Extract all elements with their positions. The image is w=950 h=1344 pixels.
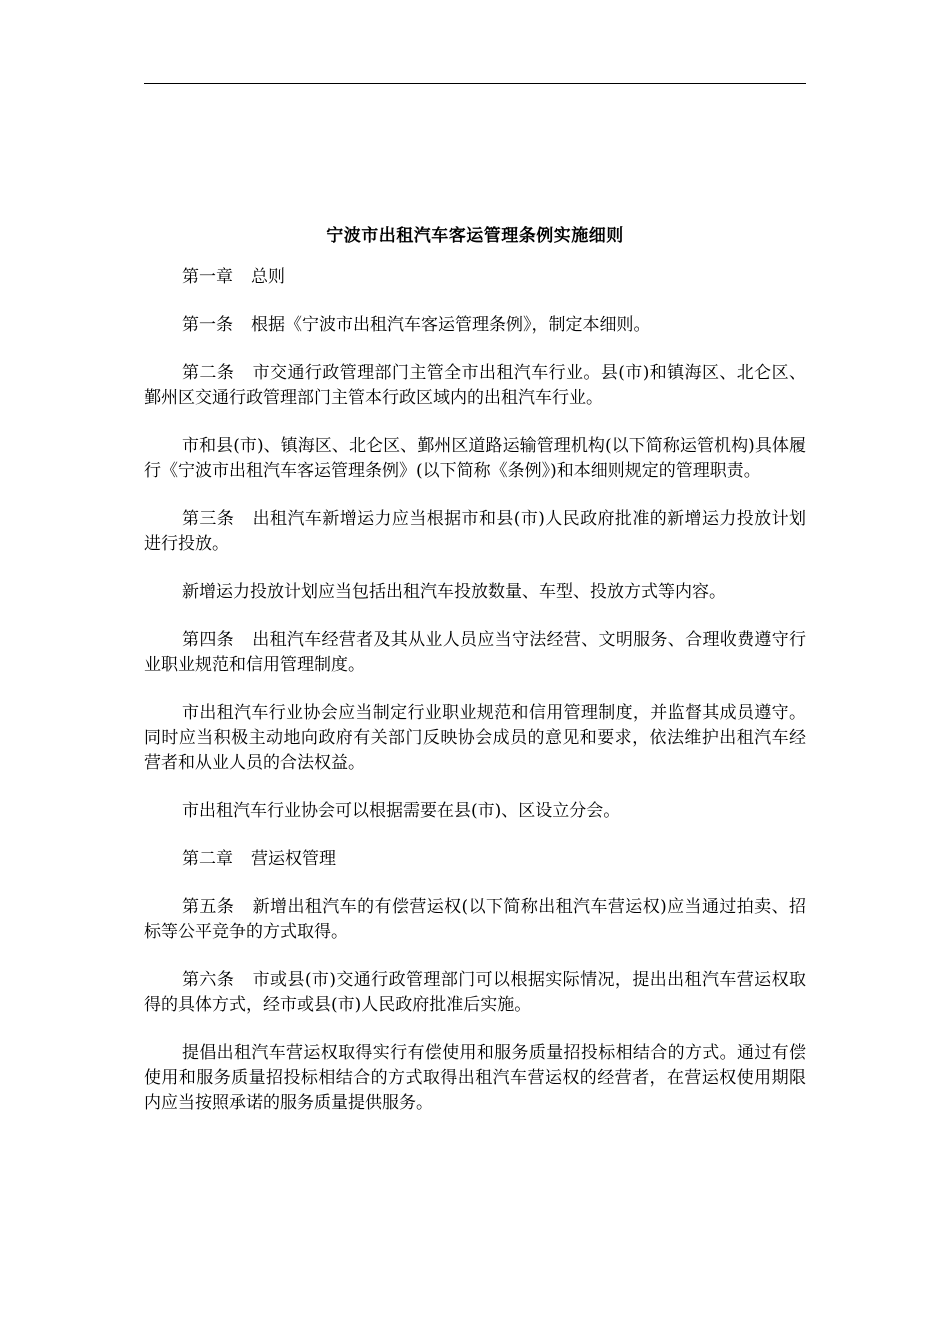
chapter-number: 第一章 (182, 267, 233, 287)
article-number: 第三条 (182, 509, 235, 529)
chapter-title: 营运权管理 (251, 849, 336, 869)
chapter-heading (144, 265, 806, 290)
continuation-paragraph (144, 1041, 806, 1116)
paragraph-text: 市和县(市)、镇海区、北仑区、鄞州区道路运输管理机构(以下简称运管机构)具体履行《宁波市出租汽车客运管理条例》(以下简称《条例》)和本细则规定的管理职责。 (144, 436, 806, 481)
article-text: 出租汽车新增运力应当根据市和县(市)人民政府批准的新增运力投放计划进行投放。 (144, 509, 807, 554)
article-text: 根据《宁波市出租汽车客运管理条例》，制定本细则。 (251, 315, 651, 335)
chapter-heading (144, 847, 806, 872)
article-paragraph (144, 968, 806, 1018)
continuation-paragraph (144, 701, 806, 776)
article-paragraph (144, 313, 806, 338)
continuation-paragraph (144, 434, 806, 484)
chapter-number: 第二章 (182, 849, 233, 869)
continuation-paragraph (144, 580, 806, 605)
document-body (144, 265, 806, 1139)
article-paragraph (144, 628, 806, 678)
paragraph-text: 市出租汽车行业协会应当制定行业职业规范和信用管理制度，并监督其成员遵守。同时应当积极主动地向政府有关部门反映协会成员的意见和要求，依法维护出租汽车经营者和从业人员的合法权益。 (144, 703, 806, 773)
article-number: 第四条 (182, 630, 234, 650)
article-number: 第六条 (182, 970, 235, 990)
document-title: 宁波市出租汽车客运管理条例实施细则 (326, 226, 624, 246)
article-paragraph (144, 361, 806, 411)
paragraph-text: 提倡出租汽车营运权取得实行有偿使用和服务质量招投标相结合的方式。通过有偿使用和服务质量招投标相结合的方式取得出租汽车营运权的经营者，在营运权使用期限内应当按照承诺的服务质量提供服务。 (144, 1043, 806, 1113)
article-text: 出租汽车经营者及其从业人员应当守法经营、文明服务、合理收费遵守行业职业规范和信用管理制度。 (144, 630, 807, 675)
article-text: 市或县(市)交通行政管理部门可以根据实际情况，提出出租汽车营运权取得的具体方式，经市或县(市)人民政府批准后实施。 (144, 970, 807, 1015)
article-number: 第一条 (182, 315, 233, 335)
article-number: 第五条 (182, 897, 235, 917)
article-number: 第二条 (182, 363, 235, 383)
article-text: 市交通行政管理部门主管全市出租汽车行业。县(市)和镇海区、北仑区、鄞州区交通行政管理部门主管本行政区域内的出租汽车行业。 (144, 363, 807, 408)
chapter-title: 总则 (251, 267, 285, 287)
header-rule (144, 83, 806, 84)
article-paragraph (144, 507, 806, 557)
paragraph-text: 新增运力投放计划应当包括出租汽车投放数量、车型、投放方式等内容。 (182, 582, 726, 602)
continuation-paragraph (144, 799, 806, 824)
paragraph-text: 市出租汽车行业协会可以根据需要在县(市)、区设立分会。 (182, 801, 621, 821)
article-text: 新增出租汽车的有偿营运权(以下简称出租汽车营运权)应当通过拍卖、招标等公平竞争的方式取得。 (144, 897, 807, 942)
article-paragraph (144, 895, 806, 945)
